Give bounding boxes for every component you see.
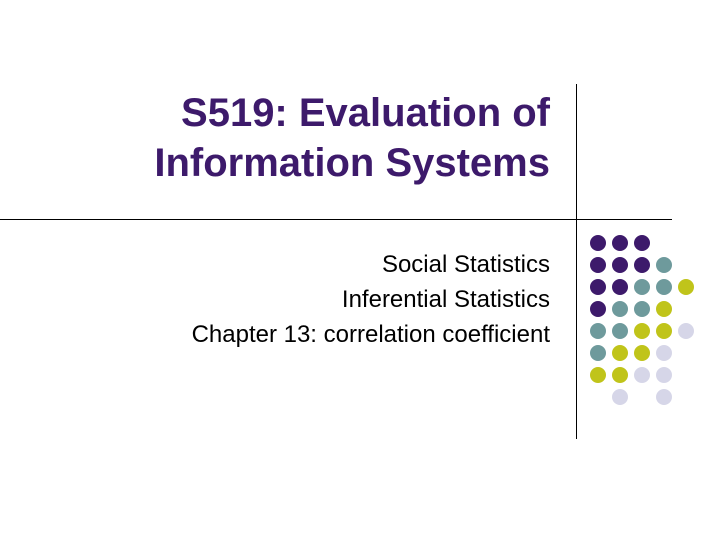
decorative-dot-purple xyxy=(612,279,628,295)
decorative-dot-olive xyxy=(612,345,628,361)
decorative-dot-lavender xyxy=(656,345,672,361)
decorative-dot-purple xyxy=(612,257,628,273)
decorative-dot-teal xyxy=(656,279,672,295)
subtitle-line-1: Social Statistics xyxy=(381,251,550,278)
decorative-dot-olive xyxy=(612,367,628,383)
decorative-dot-purple xyxy=(634,235,650,251)
decorative-dot-teal xyxy=(656,257,672,273)
decorative-dot-olive xyxy=(634,323,650,339)
decorative-dot-lavender xyxy=(612,389,628,405)
decorative-dot-purple xyxy=(590,257,606,273)
decorative-dot-purple xyxy=(590,279,606,295)
decorative-dot-lavender xyxy=(634,367,650,383)
decorative-dot-olive xyxy=(678,279,694,295)
decorative-dot-purple xyxy=(612,235,628,251)
decorative-dot-olive xyxy=(634,345,650,361)
decorative-dot-teal xyxy=(634,279,650,295)
decorative-dot-teal xyxy=(590,345,606,361)
decorative-dot-purple xyxy=(590,301,606,317)
decorative-dot-teal xyxy=(634,301,650,317)
decorative-dot-teal xyxy=(612,301,628,317)
decorative-dot-lavender xyxy=(678,323,694,339)
decorative-dot-teal xyxy=(590,323,606,339)
subtitle-line-3: Chapter 13: correlation coefficient xyxy=(191,321,550,348)
decorative-dot-lavender xyxy=(656,389,672,405)
decorative-dot-olive xyxy=(590,367,606,383)
decorative-dot-purple xyxy=(634,257,650,273)
subtitle-line-2: Inferential Statistics xyxy=(341,286,550,313)
title-line-2: Information Systems xyxy=(154,141,550,185)
decorative-dot-purple xyxy=(590,235,606,251)
decorative-dot-olive xyxy=(656,323,672,339)
decorative-dot-teal xyxy=(612,323,628,339)
decorative-dot-olive xyxy=(656,301,672,317)
decorative-dot-lavender xyxy=(656,367,672,383)
title-line-1: S519: Evaluation of xyxy=(181,91,550,135)
